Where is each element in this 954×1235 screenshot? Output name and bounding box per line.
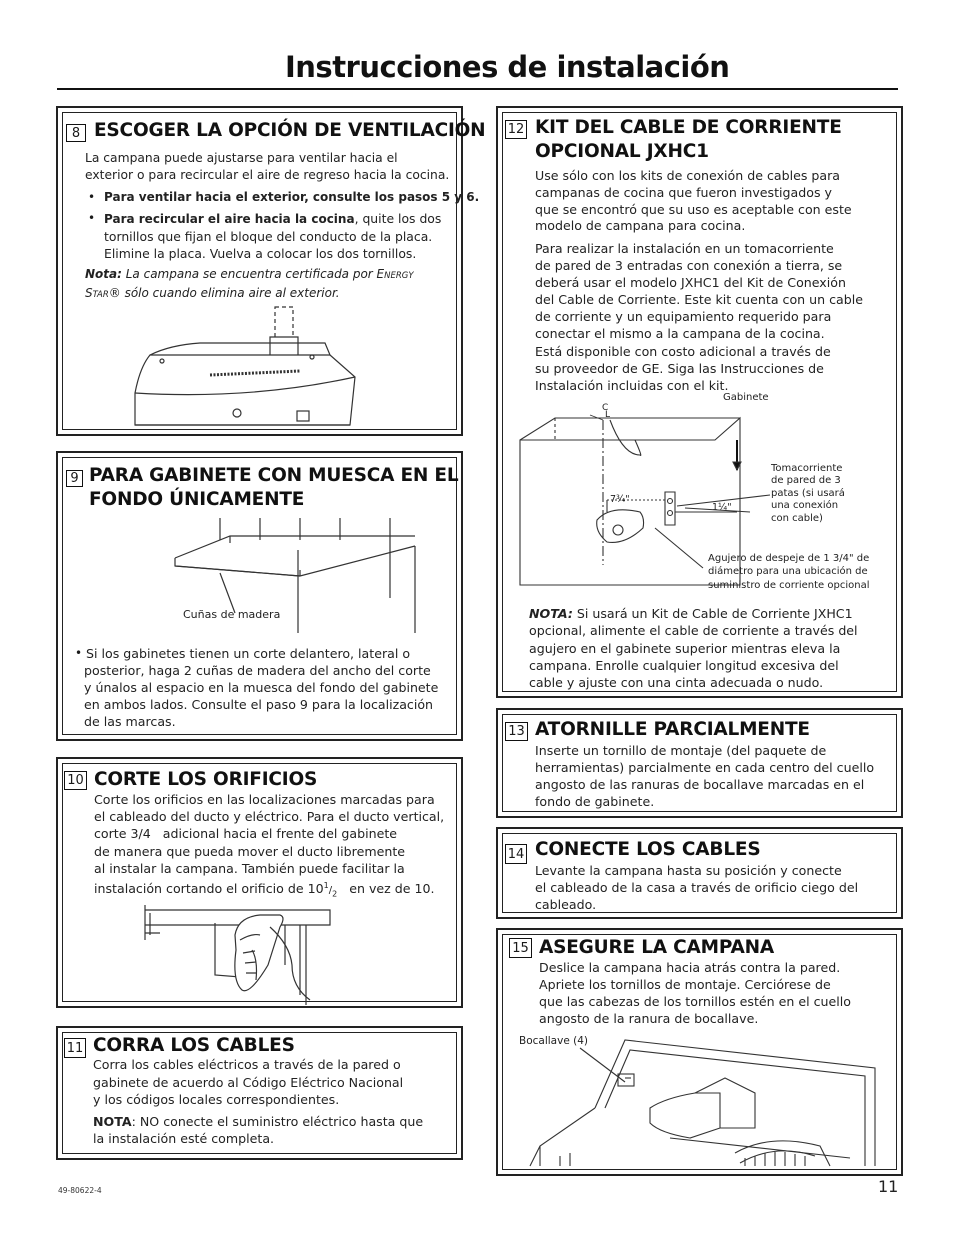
step-12-p2-line-9: Instalación incluidas con el kit.: [535, 378, 729, 393]
step-12-note-text: Si usará un Kit de Cable de Corriente JXHC1: [572, 606, 853, 621]
step-13-line-1: Inserte un tornillo de montaje (del paquete de: [535, 743, 827, 758]
step-12-label-centerline-l: L: [605, 410, 611, 420]
step-8-bullet-2-bold: Para recircular el aire hacia la cocina: [104, 212, 355, 226]
document-code: 49-80622-4: [58, 1186, 102, 1195]
step-14-line-2: el cableado de la casa a través de orificio ciego del: [535, 880, 859, 895]
step-12-label-toma-5: con cable): [771, 513, 823, 524]
step-12-note-line-3: agujero en el gabinete superior mientras eleva la: [529, 641, 841, 656]
step-12-title-line-1: KIT DEL CABLE DE CORRIENTE: [535, 117, 842, 138]
step-8-bullet-2-line-3: Elimine la placa. Vuelva a colocar los dos tornillos.: [104, 246, 417, 261]
step-12-p1-line-4: modelo de campana para cocina.: [535, 218, 746, 233]
step-13-title: ATORNILLE PARCIALMENTE: [535, 719, 810, 740]
step-12-p2-line-1: Para realizar la instalación en un tomacorriente: [535, 241, 834, 256]
step-12-note-label: NOTA:: [529, 606, 573, 621]
step-12-p1-line-3: que se encontró que su uso es aceptable con este: [535, 202, 852, 217]
step-12-label-hole-3: suministro de corriente opcional: [708, 580, 870, 591]
bullet-icon: •: [88, 190, 96, 204]
step-8-note-label: Nota:: [85, 267, 122, 281]
step-11-note: [93, 1113, 423, 1130]
step-8-note-line-2-rest: ® sólo cuando elimina aire al exterior.: [108, 286, 340, 300]
step-12-label-toma-1: Tomacorriente: [771, 463, 843, 474]
step-8-number: 8: [66, 124, 86, 142]
step-8-bullet-2-line-2: tornillos que fijan el bloque del conducto de la placa.: [104, 229, 433, 244]
step-8-intro-2: exterior o para recircular el aire de regreso hacia la cocina.: [85, 168, 450, 182]
step-12-number: 12: [505, 120, 527, 139]
step-9-title-line-1: PARA GABINETE CON MUESCA EN EL: [89, 465, 459, 486]
bullet-icon: •: [75, 646, 83, 660]
step-8-bullet-1: [104, 189, 479, 206]
step-8-intro-1: La campana puede ajustarse para ventilar hacia el: [85, 151, 398, 165]
step-12-note-line-1: [529, 605, 853, 622]
step-12-note-line-5: cable y ajuste con una cinta adecuada o nudo.: [529, 675, 824, 690]
step-9-label-wood-shims: Cuñas de madera: [183, 608, 281, 621]
step-12-label-hole-2: diámetro para una ubicación de: [708, 566, 868, 577]
step-12-p2-line-3: deberá usar el modelo JXHC1 del Kit de Conexión: [535, 275, 846, 290]
step-12-p1-line-2: campanas de cocina que fueron investigados y: [535, 185, 832, 200]
page-title: Instrucciones de instalación: [285, 50, 730, 84]
step-8-title: ESCOGER LA OPCIÓN DE VENTILACIÓN: [94, 120, 486, 141]
step-12-note-line-2: opcional, alimente el cable de corriente a través del: [529, 623, 858, 638]
step-10-line-1: Corte los orificios en las localizaciones marcadas para: [94, 792, 435, 807]
step-12-p2-line-8: su proveedor de GE. Siga las Instrucciones de: [535, 361, 824, 376]
step-12-p2-line-6: conectar el mismo a la campana de la cocina.: [535, 326, 825, 341]
step-9-number: 9: [66, 470, 83, 487]
step-12-p2-line-2: de pared de 3 entradas con conexión a tierra, se: [535, 258, 843, 273]
step-14-title: CONECTE LOS CABLES: [535, 839, 761, 860]
step-14-number: 14: [505, 844, 527, 864]
step-12-label-toma-4: una conexión: [771, 500, 839, 511]
step-10-line-2: el cableado del ducto y eléctrico. Para el ducto vertical,: [94, 809, 445, 824]
hood-underside-illustration: [530, 1038, 880, 1166]
step-10-line-6-b: en vez de 10.: [337, 881, 435, 897]
step-9-text-3: y únalos al espacio en la muesca del fondo del gabinete: [84, 680, 439, 695]
title-rule: [57, 88, 898, 90]
step-9-title-line-2: FONDO ÚNICAMENTE: [89, 489, 305, 510]
step-15-line-1: Deslice la campana hacia atrás contra la pared.: [539, 960, 841, 975]
bullet-icon: •: [88, 211, 96, 225]
step-11-note-text: : NO conecte el suministro eléctrico hasta que: [131, 1114, 424, 1129]
step-11-line-2: gabinete de acuerdo al Código Eléctrico Nacional: [93, 1075, 404, 1090]
step-12-note-line-4: campana. Enrolle cualquier longitud excesiva del: [529, 658, 839, 673]
step-8-note-line-2: [85, 285, 340, 304]
hood-illustration: [130, 305, 360, 430]
step-11-line-3: y los códigos locales correspondientes.: [93, 1092, 340, 1107]
step-14-line-3: cableado.: [535, 897, 597, 912]
step-12-label-7-3-4: 7¾": [610, 494, 630, 505]
step-11-note-line-2: la instalación esté completa.: [93, 1131, 275, 1146]
step-11-line-1: Corra los cables eléctricos a través de la pared o: [93, 1057, 401, 1072]
step-8-bullet-2-rest: , quite los dos: [354, 211, 442, 226]
step-10-line-6-a: instalación cortando el orificio de 10: [94, 881, 324, 897]
step-13-line-2: herramientas) parcialmente en cada centro del cuello: [535, 760, 875, 775]
step-10-number: 10: [64, 771, 87, 790]
step-15-number: 15: [509, 938, 532, 958]
step-14-line-1: Levante la campana hasta su posición y conecte: [535, 863, 842, 878]
step-10-line-5: al instalar la campana. También puede facilitar la: [94, 861, 405, 876]
step-12-label-gabinete: Gabinete: [723, 392, 769, 403]
step-15-title: ASEGURE LA CAMPANA: [539, 937, 775, 958]
step-12-p2-line-4: del Cable de Corriente. Este kit cuenta con un cable: [535, 292, 863, 307]
step-15-line-2: Apriete los tornillos de montaje. Cerciórese de: [539, 977, 831, 992]
step-10-line-6: [94, 877, 435, 903]
step-8-note-line-1: [85, 266, 414, 285]
step-10-line-4: de manera que pueda mover el ducto libremente: [94, 844, 406, 859]
step-12-label-toma-3: patas (si usará: [771, 488, 845, 499]
step-10-fraction-slash: /: [328, 885, 333, 897]
step-10-fraction-den: 2: [332, 889, 338, 899]
step-12-title-line-2: OPCIONAL JXHC1: [535, 141, 709, 162]
step-8-note-sc: NERGY: [384, 271, 414, 281]
step-12-label-toma-2: de pared de 3: [771, 475, 841, 486]
step-11-note-label: NOTA: [93, 1114, 132, 1129]
step-8-note-star-s: S: [85, 286, 93, 300]
step-15-line-3: que las cabezas de los tornillos estén en el cuello: [539, 994, 851, 1009]
step-12-p2-line-7: Está disponible con costo adicional a través de: [535, 344, 831, 359]
step-9-text-5: de las marcas.: [84, 714, 176, 729]
step-9-text-2: posterior, haga 2 cuñas de madera del ancho del corte: [84, 663, 431, 678]
step-13-number: 13: [505, 722, 528, 741]
step-8-bullet-2: [104, 210, 441, 228]
step-9-text-4: en ambos lados. Consulte el paso 9 para la localización: [84, 697, 434, 712]
step-8-note-text: La campana se encuentra certificada por E: [121, 267, 385, 281]
step-12-p1-line-1: Use sólo con los kits de conexión de cables para: [535, 168, 841, 183]
cutting-holes-illustration: [140, 905, 390, 1005]
step-10-fraction-num: 1: [323, 881, 329, 890]
step-8-note-star-sc: TAR: [92, 290, 109, 300]
step-9-text-1: Si los gabinetes tienen un corte delantero, lateral o: [86, 646, 411, 661]
step-13-line-4: fondo de gabinete.: [535, 794, 655, 809]
step-12-label-hole-1: Agujero de despeje de 1 3/4" de: [708, 553, 870, 564]
step-11-title: CORRA LOS CABLES: [93, 1035, 295, 1056]
step-12-label-centerline-c: C: [602, 403, 609, 413]
step-12-p2-line-5: de corriente y un equipamiento requerido para: [535, 309, 832, 324]
step-10-title: CORTE LOS ORIFICIOS: [94, 769, 318, 790]
step-13-line-3: angosto de las ranuras de bocallave marcadas en el: [535, 777, 865, 792]
step-15-label-keyhole: Bocallave (4): [519, 1035, 588, 1047]
step-12-label-1-1-4: 1¼": [712, 502, 732, 513]
step-15-line-4: angosto de la ranura de bocallave.: [539, 1011, 759, 1026]
step-8-bullet-1-rest: , consulte los pasos 5 y 6.: [304, 190, 480, 204]
step-10-line-3: corte 3/4 adicional hacia el frente del gabinete: [94, 826, 398, 841]
step-11-number: 11: [64, 1038, 86, 1058]
page-number: 11: [878, 1177, 899, 1196]
step-8-bullet-1-bold: Para ventilar hacia el exterior: [104, 190, 305, 204]
